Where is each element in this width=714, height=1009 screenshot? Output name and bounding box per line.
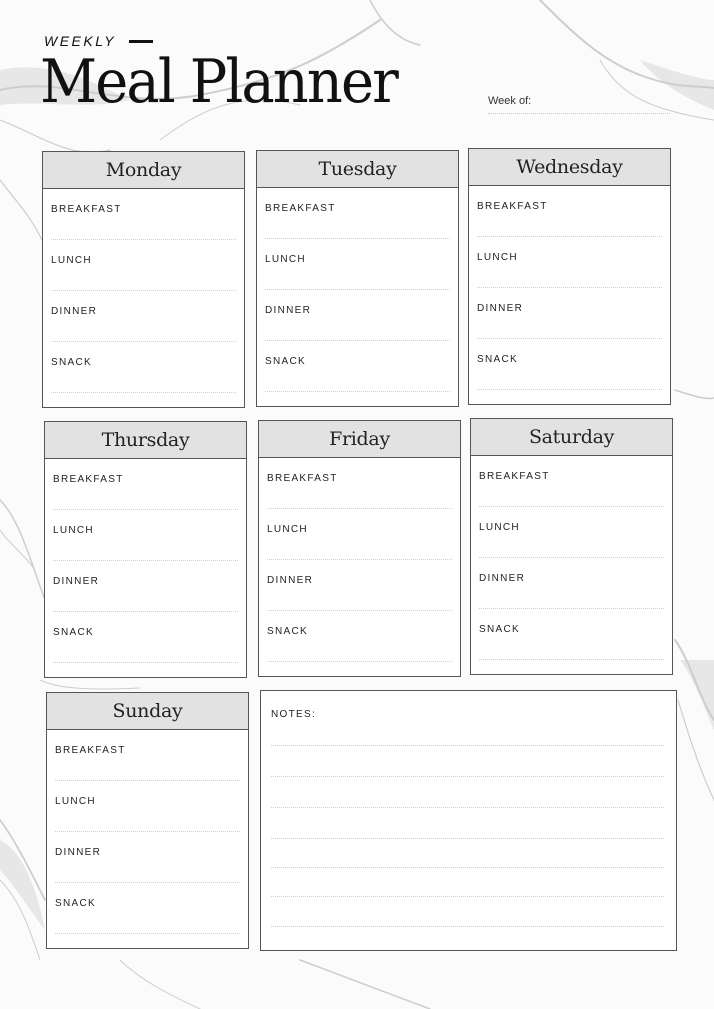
notes-label: NOTES: <box>271 709 317 720</box>
day-title: Sunday <box>47 693 248 730</box>
meal-label: DINNER <box>51 306 98 317</box>
meal-label: SNACK <box>477 354 518 365</box>
day-title: Thursday <box>45 422 246 459</box>
day-title: Friday <box>259 421 460 458</box>
notes-line[interactable] <box>271 807 664 808</box>
meal-row-snack[interactable] <box>257 341 458 392</box>
week-of-field[interactable] <box>488 113 670 114</box>
meal-label: SNACK <box>51 357 92 368</box>
meal-label: SNACK <box>55 898 96 909</box>
meal-row-lunch[interactable] <box>43 240 244 291</box>
meal-label: LUNCH <box>477 252 518 263</box>
meal-row-dinner[interactable] <box>47 832 248 883</box>
meal-label: DINNER <box>267 575 314 586</box>
meal-label: DINNER <box>265 305 312 316</box>
notes-line[interactable] <box>271 776 664 777</box>
meal-row-lunch[interactable] <box>47 781 248 832</box>
meal-label: DINNER <box>479 573 526 584</box>
meal-label: DINNER <box>477 303 524 314</box>
meal-row-dinner[interactable] <box>469 288 670 339</box>
meal-writing-line[interactable] <box>51 392 236 393</box>
meal-row-snack[interactable] <box>259 611 460 662</box>
meal-label: LUNCH <box>265 254 306 265</box>
meal-row-snack[interactable] <box>471 609 672 660</box>
notes-line[interactable] <box>271 745 664 746</box>
meal-row-breakfast[interactable] <box>471 456 672 507</box>
meal-row-lunch[interactable] <box>259 509 460 560</box>
meal-label: SNACK <box>267 626 308 637</box>
notes-box[interactable] <box>260 690 677 951</box>
meal-label: BREAKFAST <box>55 745 126 756</box>
meal-row-dinner[interactable] <box>259 560 460 611</box>
notes-line[interactable] <box>271 867 664 868</box>
day-title: Saturday <box>471 419 672 456</box>
meal-label: BREAKFAST <box>265 203 336 214</box>
meal-row-dinner[interactable] <box>471 558 672 609</box>
meal-label: LUNCH <box>51 255 92 266</box>
day-title: Monday <box>43 152 244 189</box>
day-title: Wednesday <box>469 149 670 186</box>
day-card-thursday <box>44 421 247 678</box>
meal-label: DINNER <box>53 576 100 587</box>
meal-row-lunch[interactable] <box>257 239 458 290</box>
meal-label: BREAKFAST <box>267 473 338 484</box>
meal-row-dinner[interactable] <box>45 561 246 612</box>
meal-label: LUNCH <box>479 522 520 533</box>
meal-row-dinner[interactable] <box>43 291 244 342</box>
meal-label: BREAKFAST <box>51 204 122 215</box>
meal-row-snack[interactable] <box>47 883 248 934</box>
day-title: Tuesday <box>257 151 458 188</box>
meal-writing-line[interactable] <box>477 389 662 390</box>
meal-label: DINNER <box>55 847 102 858</box>
meal-row-breakfast[interactable] <box>45 459 246 510</box>
day-card-sunday <box>46 692 249 949</box>
meal-writing-line[interactable] <box>267 661 452 662</box>
meal-label: LUNCH <box>53 525 94 536</box>
meal-label: LUNCH <box>267 524 308 535</box>
meal-label: SNACK <box>479 624 520 635</box>
meal-row-snack[interactable] <box>43 342 244 393</box>
meal-row-dinner[interactable] <box>257 290 458 341</box>
meal-row-breakfast[interactable] <box>259 458 460 509</box>
meal-label: BREAKFAST <box>53 474 124 485</box>
meal-writing-line[interactable] <box>265 391 450 392</box>
meal-row-lunch[interactable] <box>45 510 246 561</box>
day-card-monday <box>42 151 245 408</box>
meal-writing-line[interactable] <box>479 659 664 660</box>
notes-line[interactable] <box>271 926 664 927</box>
meal-label: BREAKFAST <box>479 471 550 482</box>
meal-row-breakfast[interactable] <box>469 186 670 237</box>
meal-label: LUNCH <box>55 796 96 807</box>
meal-writing-line[interactable] <box>55 933 240 934</box>
weekly-label: WEEKLY <box>44 33 117 49</box>
day-card-wednesday <box>468 148 671 405</box>
meal-row-breakfast[interactable] <box>43 189 244 240</box>
meal-label: BREAKFAST <box>477 201 548 212</box>
meal-row-snack[interactable] <box>45 612 246 663</box>
week-of-label: Week of: <box>488 95 532 107</box>
meal-label: SNACK <box>53 627 94 638</box>
meal-writing-line[interactable] <box>53 662 238 663</box>
meal-row-snack[interactable] <box>469 339 670 390</box>
page-title: Meal Planner <box>40 47 397 117</box>
day-card-saturday <box>470 418 673 675</box>
title-dash <box>129 40 153 43</box>
meal-row-breakfast[interactable] <box>47 730 248 781</box>
notes-line[interactable] <box>271 838 664 839</box>
meal-label: SNACK <box>265 356 306 367</box>
meal-row-breakfast[interactable] <box>257 188 458 239</box>
day-card-tuesday <box>256 150 459 407</box>
notes-line[interactable] <box>271 896 664 897</box>
meal-row-lunch[interactable] <box>471 507 672 558</box>
meal-row-lunch[interactable] <box>469 237 670 288</box>
day-card-friday <box>258 420 461 677</box>
